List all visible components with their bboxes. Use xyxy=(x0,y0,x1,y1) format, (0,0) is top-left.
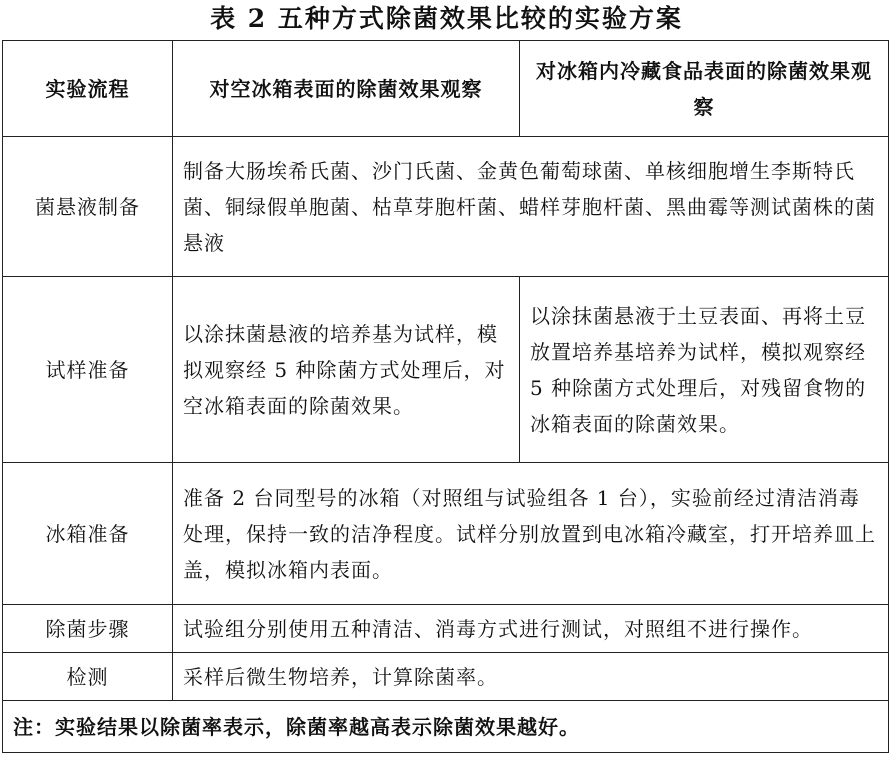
header-empty-fridge: 对空冰箱表面的除菌效果观察 xyxy=(173,41,520,137)
table-row xyxy=(3,653,889,701)
table-row xyxy=(3,137,889,277)
table-title: 表 2 五种方式除菌效果比较的实验方案 xyxy=(210,4,683,33)
row-content-fridge: 准备 2 台同型号的冰箱（对照组与试验组各 1 台），实验前经过清洁消毒处理，保持一致的洁净程度。试样分别放置到电冰箱冷藏室，打开培养皿上盖，模拟冰箱内表面。 xyxy=(173,463,889,605)
row-label-suspension: 菌悬液制备 xyxy=(3,137,173,277)
row-sample-food: 以涂抹菌悬液于土豆表面、再将土豆放置培养基培养为试样，模拟观察经 5 种除菌方式处理后，对残留食物的冰箱表面的除菌效果。 xyxy=(520,277,889,463)
experiment-table xyxy=(2,40,889,753)
header-row xyxy=(3,41,889,137)
row-content-detection: 采样后微生物培养，计算除菌率。 xyxy=(173,653,889,701)
row-label-fridge: 冰箱准备 xyxy=(3,463,173,605)
table-row xyxy=(3,463,889,605)
table-row xyxy=(3,605,889,653)
table-row xyxy=(3,277,889,463)
row-label-sample: 试样准备 xyxy=(3,277,173,463)
table-note: 注：实验结果以除菌率表示，除菌率越高表示除菌效果越好。 xyxy=(3,701,889,753)
row-sample-empty: 以涂抹菌悬液的培养基为试样，模拟观察经 5 种除菌方式处理后，对空冰箱表面的除菌效果。 xyxy=(173,277,520,463)
header-process: 实验流程 xyxy=(3,41,173,137)
row-content-steps: 试验组分别使用五种清洁、消毒方式进行测试，对照组不进行操作。 xyxy=(173,605,889,653)
header-food-surface: 对冰箱内冷藏食品表面的除菌效果观察 xyxy=(520,41,889,137)
note-row xyxy=(3,701,889,753)
row-content-suspension: 制备大肠埃希氏菌、沙门氏菌、金黄色葡萄球菌、单核细胞增生李斯特氏菌、铜绿假单胞菌、枯草芽胞杆菌、蜡样芽胞杆菌、黑曲霉等测试菌株的菌悬液 xyxy=(173,137,889,277)
row-label-detection: 检测 xyxy=(3,653,173,701)
row-label-steps: 除菌步骤 xyxy=(3,605,173,653)
